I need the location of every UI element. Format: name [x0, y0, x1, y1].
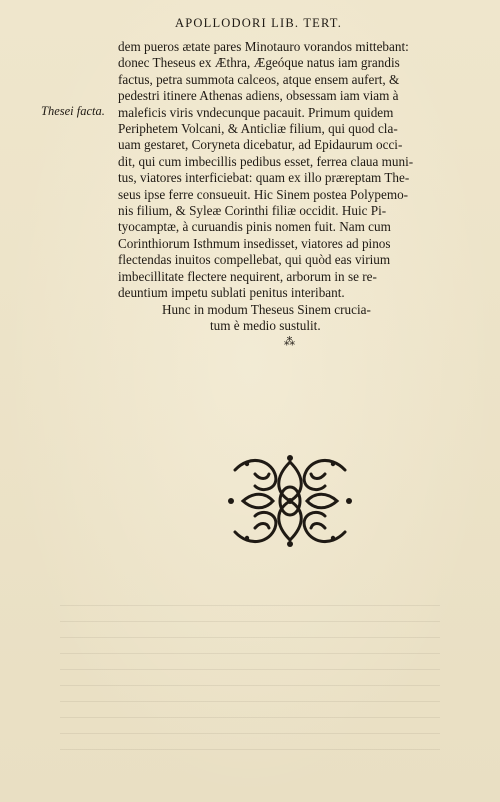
text-line: Periphetem Volcani, & Anticliæ filium, qui quod cla-: [118, 121, 398, 137]
show-through-texture: [60, 590, 440, 750]
text-line: Corinthiorum Isthmum insedisset, viatores ad pinos: [118, 235, 391, 251]
text-line: factus, petra summota calceos, atque ensem aufert, &: [118, 71, 400, 87]
text-line: tyocamptæ, à curuandis pinis nomen fuit. Nam cum: [118, 219, 391, 235]
main-text: [118, 39, 458, 334]
text-line: deuntium impetu sublati penitus interibant.: [118, 285, 345, 301]
text-line: tus, viatores interficiebat: quam ex illo præreptam The-: [118, 170, 410, 186]
text-line: donec Theseus ex Æthra, Ægeóque natus iam grandis: [118, 55, 400, 71]
closing-line: tum è medio sustulit.: [210, 317, 321, 333]
fleuron-ornament-icon: [225, 452, 355, 550]
text-line: seus ipse ferre consueuit. Hic Sinem postea Polypemo-: [118, 186, 409, 202]
text-line: pedestri itinere Athenas adiens, obsessam iam viam à: [118, 88, 399, 104]
marginal-note: Thesei facta.: [41, 104, 105, 118]
text-line: flectendas inuitos compellebat, qui quòd eas virium: [118, 252, 391, 268]
text-line: nis filium, & Syleæ Corinthi filiæ occidit. Huic Pi-: [118, 203, 387, 219]
text-line: maleficis viris vndecunque pacauit. Primum quidem: [118, 104, 394, 120]
text-line: dem pueros ætate pares Minotauro vorandos mittebant:: [118, 39, 409, 54]
asterism-mark: ⁂: [284, 335, 296, 348]
text-line: imbecillitate flectere nequirent, arborum in se re-: [118, 268, 377, 284]
text-line: dit, qui cum imbecillis pedibus esset, ferrea claua muni-: [118, 153, 414, 169]
closing-line: Hunc in modum Theseus Sinem crucia-: [162, 301, 371, 317]
text-line: uam gestaret, Coryneta dicebatur, ad Epidaurum occi-: [118, 137, 403, 153]
running-head: APOLLODORI LIB. TERT.: [175, 16, 343, 30]
